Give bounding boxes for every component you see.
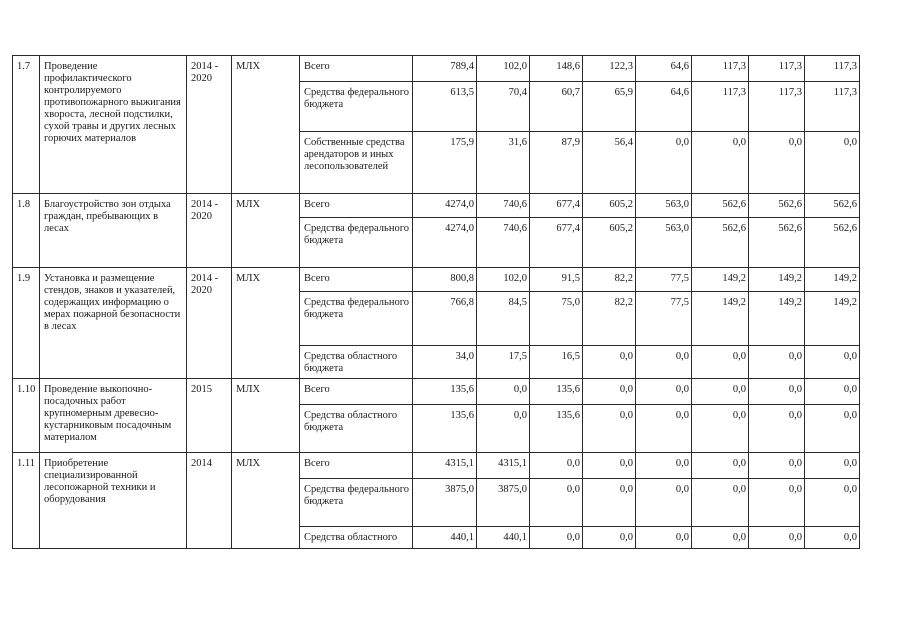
amount-cell: 0,0 xyxy=(749,379,805,405)
amount-cell: 0,0 xyxy=(805,132,860,194)
amount-cell: 102,0 xyxy=(477,56,530,82)
table-row xyxy=(13,268,860,292)
amount-cell: 562,6 xyxy=(805,218,860,268)
item-code: 1.10 xyxy=(13,379,40,453)
amount-cell: 0,0 xyxy=(636,479,692,527)
item-name: Благоустройство зон отдыха граждан, пребывающих в лесах xyxy=(40,194,187,268)
amount-cell: 3875,0 xyxy=(477,479,530,527)
amount-cell: 0,0 xyxy=(636,405,692,453)
amount-cell: 77,5 xyxy=(636,292,692,346)
amount-cell: 0,0 xyxy=(749,132,805,194)
amount-cell: 0,0 xyxy=(636,379,692,405)
amount-cell: 789,4 xyxy=(413,56,477,82)
amount-cell: 4274,0 xyxy=(413,194,477,218)
amount-cell: 175,9 xyxy=(413,132,477,194)
item-name: Установка и размещение стендов, знаков и указателей, содержащих информацию о мерах пожарной безопасности в лесах xyxy=(40,268,187,379)
amount-cell: 562,6 xyxy=(692,218,749,268)
amount-cell: 0,0 xyxy=(805,405,860,453)
amount-cell: 0,0 xyxy=(530,527,583,549)
amount-cell: 135,6 xyxy=(413,405,477,453)
amount-cell: 149,2 xyxy=(749,292,805,346)
amount-cell: 31,6 xyxy=(477,132,530,194)
amount-cell: 440,1 xyxy=(477,527,530,549)
item-code: 1.11 xyxy=(13,453,40,549)
amount-cell: 56,4 xyxy=(583,132,636,194)
amount-cell: 135,6 xyxy=(530,379,583,405)
amount-cell: 82,2 xyxy=(583,268,636,292)
amount-cell: 77,5 xyxy=(636,268,692,292)
amount-cell: 562,6 xyxy=(749,194,805,218)
amount-cell: 440,1 xyxy=(413,527,477,549)
amount-cell: 148,6 xyxy=(530,56,583,82)
amount-cell: 91,5 xyxy=(530,268,583,292)
amount-cell: 0,0 xyxy=(692,132,749,194)
funding-source: Средства областного бюджета xyxy=(300,346,413,379)
amount-cell: 3875,0 xyxy=(413,479,477,527)
funding-source: Средства федерального бюджета xyxy=(300,479,413,527)
amount-cell: 0,0 xyxy=(692,453,749,479)
item-period: 2015 xyxy=(187,379,232,453)
table-row xyxy=(13,379,860,405)
item-executor: МЛХ xyxy=(232,268,300,379)
amount-cell: 117,3 xyxy=(692,82,749,132)
amount-cell: 0,0 xyxy=(692,379,749,405)
amount-cell: 102,0 xyxy=(477,268,530,292)
funding-source: Средства федерального бюджета xyxy=(300,218,413,268)
amount-cell: 84,5 xyxy=(477,292,530,346)
amount-cell: 562,6 xyxy=(692,194,749,218)
amount-cell: 562,6 xyxy=(805,194,860,218)
amount-cell: 0,0 xyxy=(805,346,860,379)
amount-cell: 0,0 xyxy=(583,527,636,549)
item-name: Проведение выкопочно-посадочных работ крупномерным древесно-кустарниковым посадочным материалом xyxy=(40,379,187,453)
amount-cell: 0,0 xyxy=(805,479,860,527)
amount-cell: 117,3 xyxy=(805,82,860,132)
amount-cell: 740,6 xyxy=(477,194,530,218)
amount-cell: 82,2 xyxy=(583,292,636,346)
amount-cell: 613,5 xyxy=(413,82,477,132)
amount-cell: 563,0 xyxy=(636,194,692,218)
funding-source: Всего xyxy=(300,268,413,292)
amount-cell: 149,2 xyxy=(749,268,805,292)
amount-cell: 605,2 xyxy=(583,194,636,218)
amount-cell: 0,0 xyxy=(692,527,749,549)
table-row xyxy=(13,56,860,82)
amount-cell: 0,0 xyxy=(530,453,583,479)
amount-cell: 117,3 xyxy=(805,56,860,82)
amount-cell: 34,0 xyxy=(413,346,477,379)
amount-cell: 677,4 xyxy=(530,218,583,268)
item-code: 1.9 xyxy=(13,268,40,379)
amount-cell: 0,0 xyxy=(477,405,530,453)
table-row xyxy=(13,194,860,218)
item-period: 2014 - 2020 xyxy=(187,194,232,268)
amount-cell: 149,2 xyxy=(692,268,749,292)
amount-cell: 0,0 xyxy=(749,453,805,479)
amount-cell: 0,0 xyxy=(477,379,530,405)
funding-source: Средства областного xyxy=(300,527,413,549)
funding-source: Средства федерального бюджета xyxy=(300,292,413,346)
amount-cell: 0,0 xyxy=(749,479,805,527)
amount-cell: 16,5 xyxy=(530,346,583,379)
amount-cell: 75,0 xyxy=(530,292,583,346)
amount-cell: 0,0 xyxy=(636,527,692,549)
funding-source: Всего xyxy=(300,56,413,82)
amount-cell: 149,2 xyxy=(805,292,860,346)
amount-cell: 766,8 xyxy=(413,292,477,346)
amount-cell: 605,2 xyxy=(583,218,636,268)
amount-cell: 64,6 xyxy=(636,56,692,82)
amount-cell: 0,0 xyxy=(805,527,860,549)
amount-cell: 740,6 xyxy=(477,218,530,268)
amount-cell: 70,4 xyxy=(477,82,530,132)
amount-cell: 0,0 xyxy=(636,453,692,479)
amount-cell: 117,3 xyxy=(692,56,749,82)
amount-cell: 800,8 xyxy=(413,268,477,292)
amount-cell: 4315,1 xyxy=(413,453,477,479)
budget-table xyxy=(12,55,860,549)
item-period: 2014 - 2020 xyxy=(187,56,232,194)
item-period: 2014 - 2020 xyxy=(187,268,232,379)
amount-cell: 0,0 xyxy=(636,132,692,194)
amount-cell: 87,9 xyxy=(530,132,583,194)
amount-cell: 122,3 xyxy=(583,56,636,82)
amount-cell: 0,0 xyxy=(749,405,805,453)
item-executor: МЛХ xyxy=(232,453,300,549)
amount-cell: 117,3 xyxy=(749,82,805,132)
amount-cell: 0,0 xyxy=(692,479,749,527)
funding-source: Всего xyxy=(300,453,413,479)
item-code: 1.7 xyxy=(13,56,40,194)
item-code: 1.8 xyxy=(13,194,40,268)
amount-cell: 0,0 xyxy=(749,527,805,549)
amount-cell: 0,0 xyxy=(805,453,860,479)
amount-cell: 0,0 xyxy=(692,405,749,453)
amount-cell: 562,6 xyxy=(749,218,805,268)
amount-cell: 135,6 xyxy=(413,379,477,405)
amount-cell: 0,0 xyxy=(749,346,805,379)
amount-cell: 0,0 xyxy=(636,346,692,379)
item-executor: МЛХ xyxy=(232,194,300,268)
funding-source: Всего xyxy=(300,194,413,218)
amount-cell: 677,4 xyxy=(530,194,583,218)
amount-cell: 149,2 xyxy=(692,292,749,346)
amount-cell: 17,5 xyxy=(477,346,530,379)
amount-cell: 4274,0 xyxy=(413,218,477,268)
amount-cell: 0,0 xyxy=(805,379,860,405)
amount-cell: 0,0 xyxy=(583,479,636,527)
funding-source: Средства областного бюджета xyxy=(300,405,413,453)
amount-cell: 4315,1 xyxy=(477,453,530,479)
amount-cell: 0,0 xyxy=(530,479,583,527)
item-period: 2014 xyxy=(187,453,232,549)
amount-cell: 0,0 xyxy=(583,346,636,379)
funding-source: Собственные средства арендаторов и иных лесопользователей xyxy=(300,132,413,194)
item-executor: МЛХ xyxy=(232,379,300,453)
amount-cell: 0,0 xyxy=(583,453,636,479)
amount-cell: 135,6 xyxy=(530,405,583,453)
item-executor: МЛХ xyxy=(232,56,300,194)
item-name: Приобретение специализированной лесопожарной техники и оборудования xyxy=(40,453,187,549)
amount-cell: 64,6 xyxy=(636,82,692,132)
amount-cell: 0,0 xyxy=(583,379,636,405)
amount-cell: 0,0 xyxy=(583,405,636,453)
amount-cell: 117,3 xyxy=(749,56,805,82)
amount-cell: 0,0 xyxy=(692,346,749,379)
amount-cell: 563,0 xyxy=(636,218,692,268)
table-body xyxy=(13,56,860,549)
item-name: Проведение профилактического контролируемого противопожарного выжигания хвороста, лесной подстилки, сухой травы и других лесных горючих материалов xyxy=(40,56,187,194)
funding-source: Всего xyxy=(300,379,413,405)
table-row xyxy=(13,453,860,479)
funding-source: Средства федерального бюджета xyxy=(300,82,413,132)
amount-cell: 65,9 xyxy=(583,82,636,132)
amount-cell: 60,7 xyxy=(530,82,583,132)
amount-cell: 149,2 xyxy=(805,268,860,292)
